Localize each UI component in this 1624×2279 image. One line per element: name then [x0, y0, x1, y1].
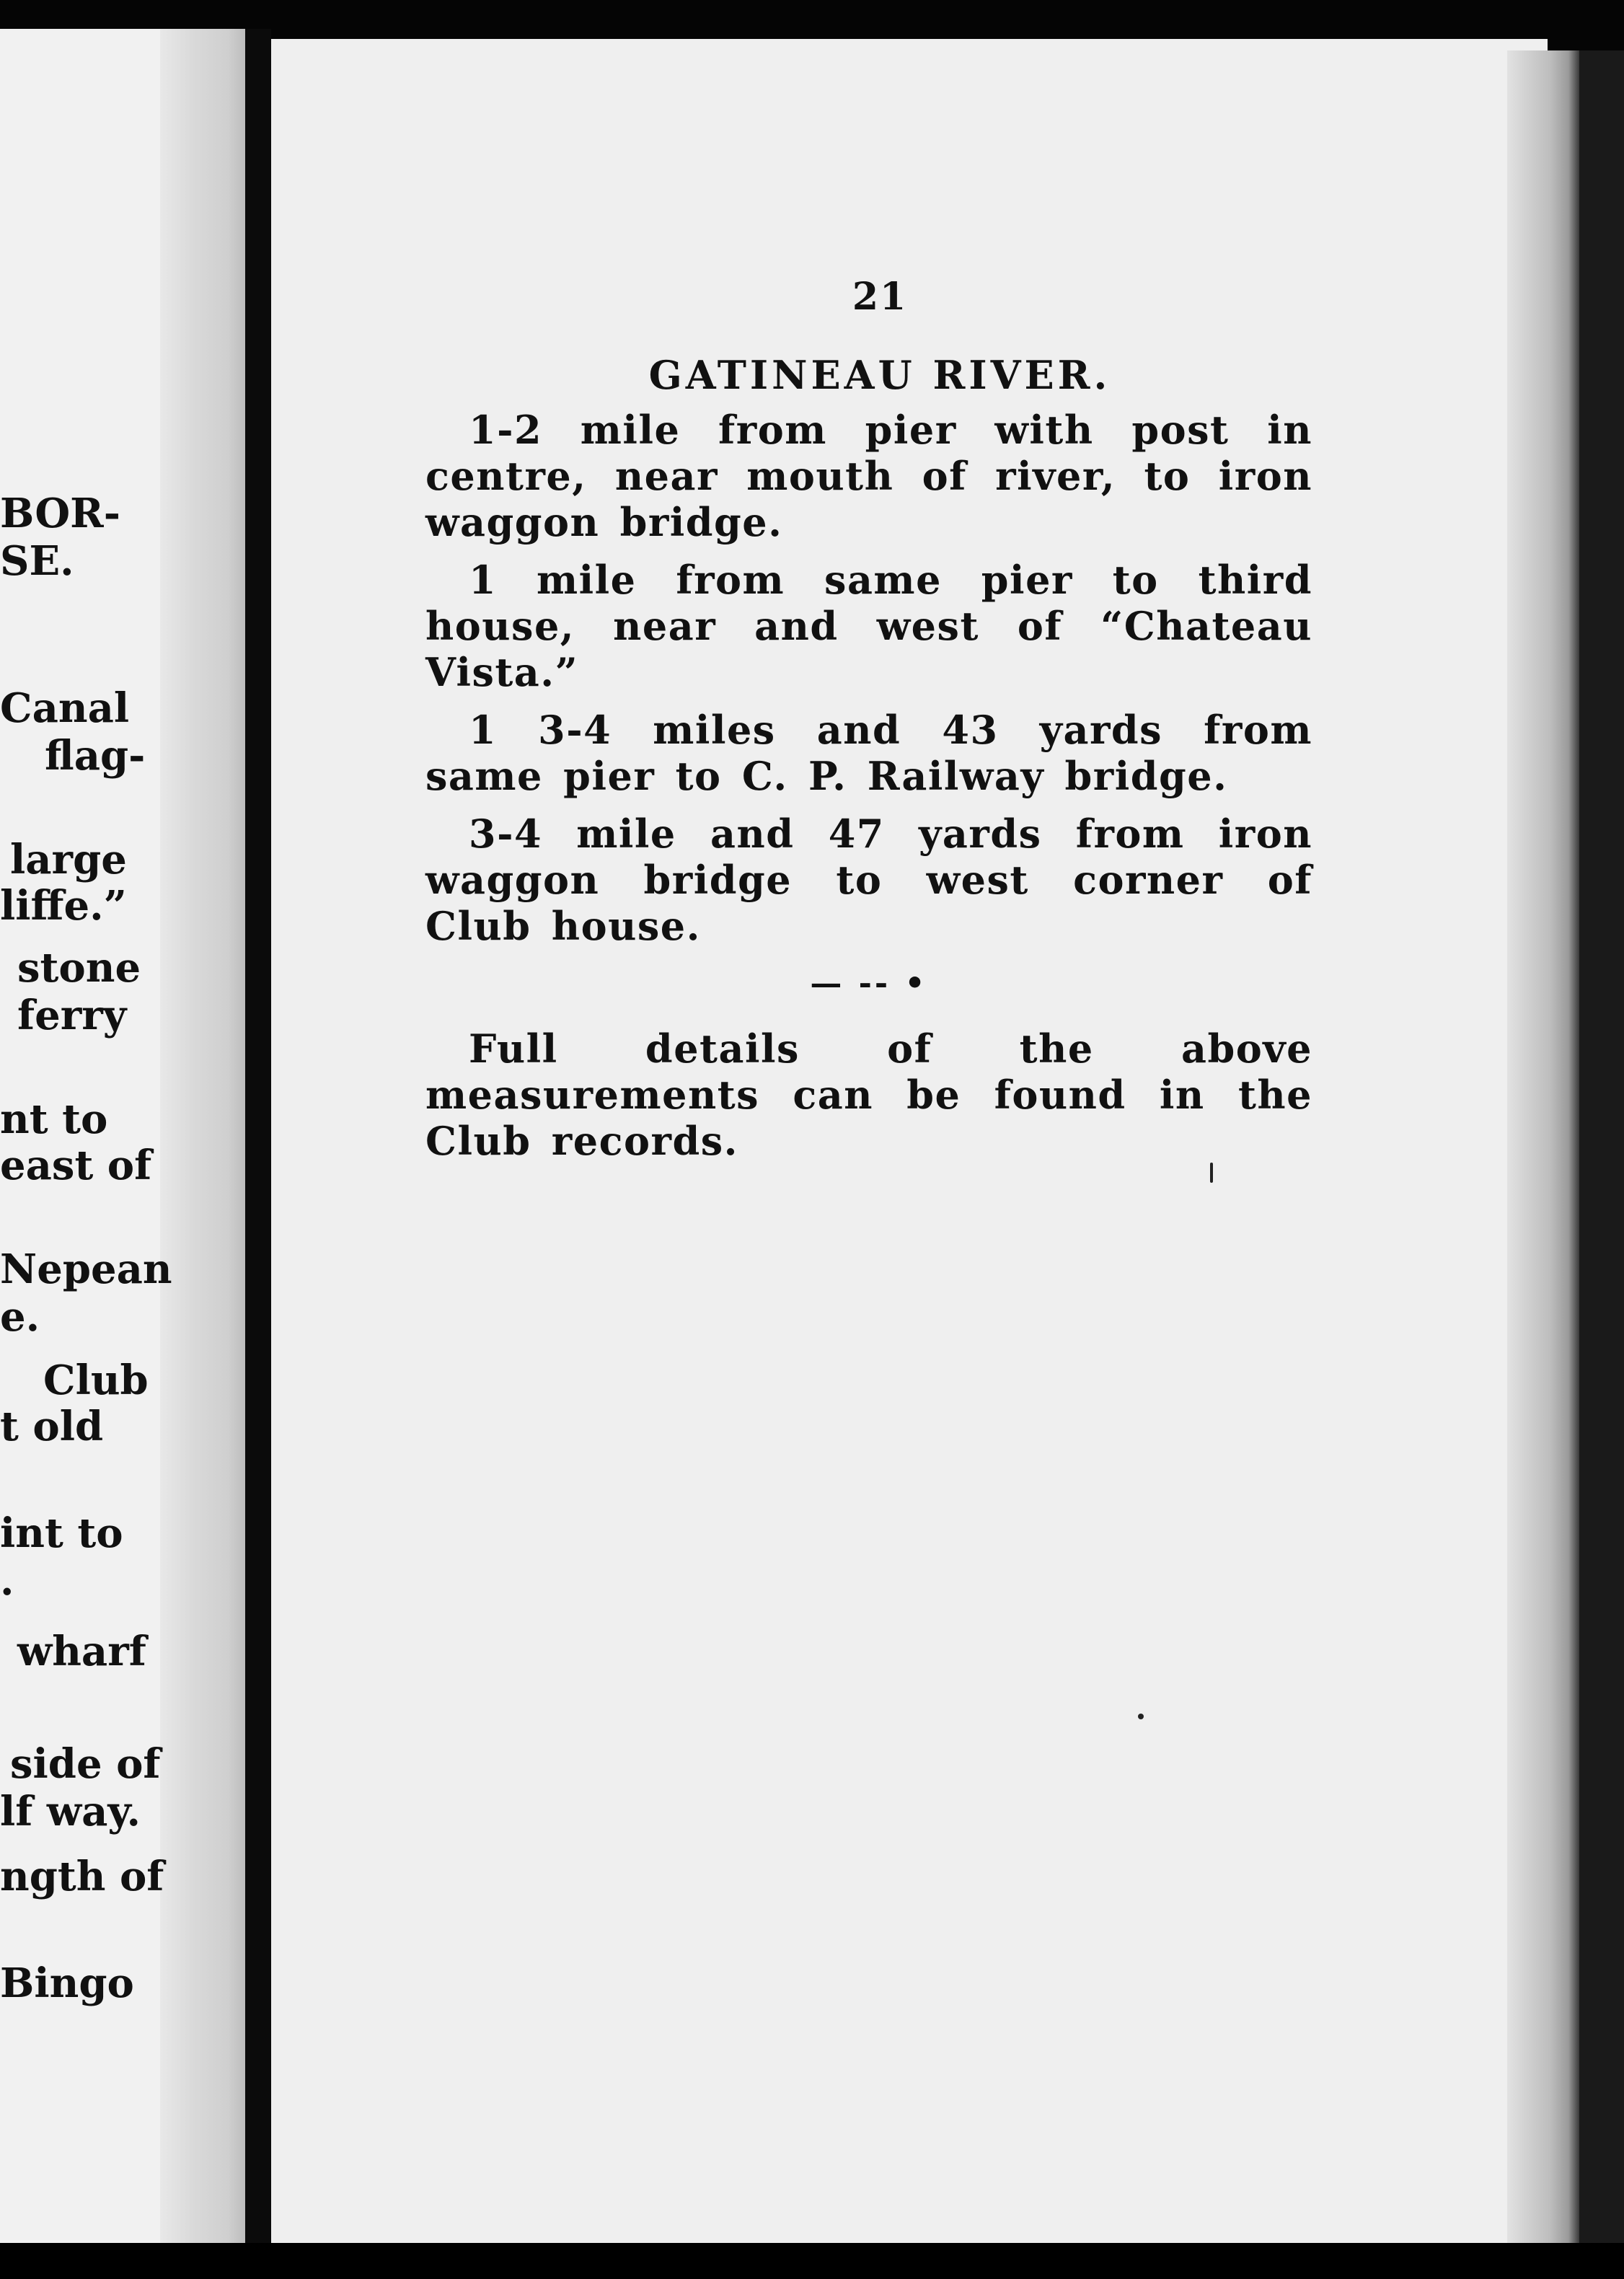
- measurement-paragraph: 1 3-4 miles and 43 yards from same pier to C. P. Railway bridge.: [425, 707, 1312, 799]
- left-fragment: e.: [0, 1293, 40, 1341]
- measurement-paragraph: 1 mile from same pier to third house, near and west of “Chateau Vista.”: [425, 557, 1312, 695]
- left-fragment: int to: [0, 1509, 123, 1557]
- left-fragment: Canal: [0, 684, 130, 732]
- left-page-spine-shadow: [160, 29, 245, 2250]
- measurement-paragraph: 3-4 mile and 47 yards from iron waggon bridge to west corner of Club house.: [425, 811, 1312, 949]
- page-edge-stack: [1507, 50, 1579, 2257]
- closing-note: Full details of the above measurements can be found in the Club records.: [425, 1026, 1312, 1164]
- page-content: [425, 274, 1312, 1176]
- section-divider: — -- •: [810, 965, 928, 1002]
- book-gutter: [245, 29, 271, 2257]
- left-fragment: lf way.: [0, 1788, 141, 1835]
- book-cover-edge: [1579, 50, 1624, 2257]
- measurement-paragraph: 1-2 mile from pier with post in centre, near mouth of river, to iron waggon bridge.: [425, 407, 1312, 545]
- left-fragment: Bingo: [0, 1960, 134, 2007]
- left-fragment: flag-: [45, 732, 146, 780]
- left-fragment: east of: [0, 1142, 152, 1189]
- left-fragment: side of: [10, 1740, 161, 1788]
- left-fragment: t old: [0, 1403, 104, 1450]
- left-fragment: SE.: [0, 537, 74, 585]
- left-fragment: stone: [17, 944, 141, 992]
- left-fragment: ngth of: [0, 1853, 164, 1900]
- section-heading: GATINEAU RIVER.: [648, 352, 1111, 398]
- scan-bottom-border: [0, 2243, 1624, 2279]
- left-fragment: .: [0, 1557, 14, 1605]
- left-fragment: liffe.”: [0, 882, 127, 930]
- scan-speck: [1138, 1714, 1144, 1719]
- left-fragment: BOR-: [0, 490, 120, 537]
- left-fragment: Nepean: [0, 1246, 172, 1293]
- left-fragment: large: [10, 836, 127, 883]
- left-fragment: ferry: [17, 992, 127, 1039]
- page-number: 21: [852, 275, 908, 319]
- scan-speck: [1210, 1163, 1213, 1183]
- left-fragment: nt to: [0, 1096, 108, 1143]
- left-fragment: wharf: [17, 1628, 146, 1675]
- left-fragment: Club: [43, 1357, 149, 1404]
